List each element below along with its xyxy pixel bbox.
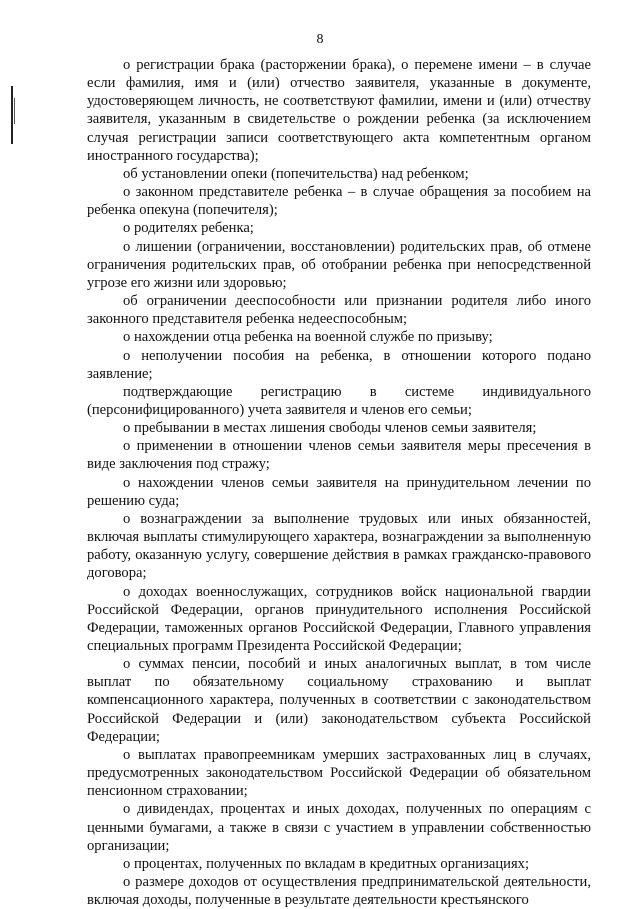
margin-binding-mark-inner [14, 98, 15, 124]
paragraph: о выплатах правопреемникам умерших застрахованных лиц в случаях, предусмотренных законодательством Российской Федерации об обязательном пенсионном страховании; [87, 746, 591, 800]
paragraph: о родителях ребенка; [123, 220, 254, 237]
document-body [87, 56, 591, 909]
paragraph: об установлении опеки (попечительства) над ребенком; [123, 165, 469, 182]
paragraph: подтверждающие регистрацию в системе индивидуального (персонифицированного) учета заявителя и членов его семьи; [87, 383, 591, 418]
page-number: 8 [316, 32, 324, 47]
paragraph: о неполучении пособия на ребенка, в отношении которого подано заявление; [87, 347, 591, 382]
paragraph: о вознаграждении за выполнение трудовых или иных обязанностей, включая выплаты стимулирующего характера, вознаграждении за выполненную работу, оказанную услугу, совершение действия в рамках гражданско-правового договора; [87, 510, 591, 582]
margin-binding-mark [11, 86, 13, 144]
paragraph: о доходах военнослужащих, сотрудников войск национальной гвардии Российской Федерации, органов принудительного исполнения Российской Федерации, таможенных органов Российской Федерации, Главного управления специальных программ Президента Российской Федерации; [87, 583, 591, 654]
paragraph: о размере доходов от осуществления предпринимательской деятельности, включая доходы, полученные в результате деятельности крестьянского [87, 874, 591, 909]
paragraph: о нахождении членов семьи заявителя на принудительном лечении по решению суда; [87, 474, 591, 509]
paragraph: о лишении (ограничении, восстановлении) родительских прав, об отмене ограничения родительских прав, об отобрании ребенка при непосредственной угрозе его жизни или здоровью; [87, 238, 591, 291]
paragraph: о регистрации брака (расторжении брака), о перемене имени – в случае если фамилия, имя и (или) отчество заявителя, указанные в документе, удостоверяющем личность, не соответствуют фамилии, имени и (или) отчеству заявителя, указанным в свидетельстве о рождении ребенка (за исключением случая регистрации записи соответствующего акта компетентным органом иностранного государства); [87, 57, 591, 164]
paragraph: о нахождении отца ребенка на военной службе по призыву; [123, 329, 493, 346]
paragraph: о пребывании в местах лишения свободы членов семьи заявителя; [123, 420, 537, 437]
paragraph: о процентах, полученных по вкладам в кредитных организациях; [123, 855, 530, 872]
paragraph: о применении в отношении членов семьи заявителя меры пресечения в виде заключения под стражу; [87, 438, 591, 473]
paragraph: об ограничении дееспособности или признании родителя либо иного законного представителя ребенка недееспособным; [87, 293, 591, 328]
paragraph: о дивидендах, процентах и иных доходах, полученных по операциям с ценными бумагами, а также в связи с участием в управлении собственностью организации; [87, 801, 591, 854]
paragraph: о суммах пенсии, пособий и иных аналогичных выплат, в том числе выплат по обязательному социальному страхованию и выплат компенсационного характера, полученных в соответствии с законодательством Российской Федерации и (или) законодательством субъекта Российской Федерации; [87, 656, 591, 745]
paragraph: о законном представителе ребенка – в случае обращения за пособием на ребенка опекуна (попечителя); [87, 184, 591, 219]
